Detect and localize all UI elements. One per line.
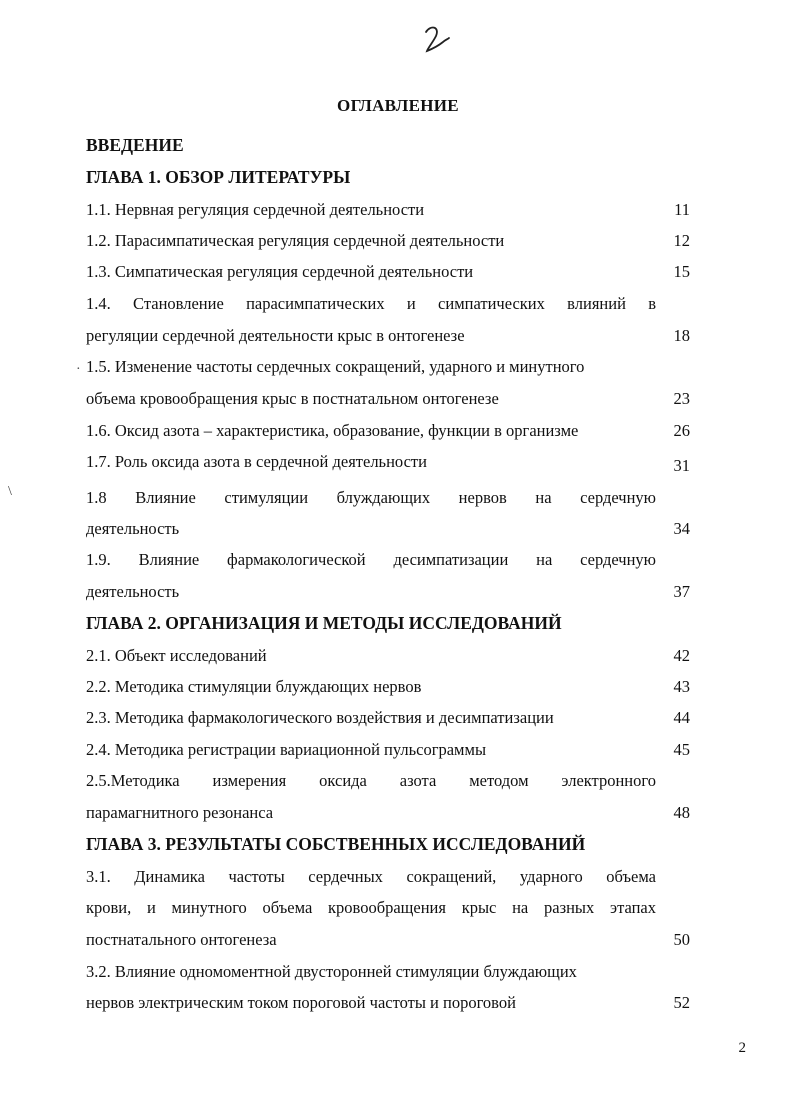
toc-entry-3-1-line2: крови, и минутного объема кровообращения крыс на разных этапах bbox=[86, 898, 656, 917]
toc-entry-1-4-line2: регуляции сердечной деятельности крыс в онтогенезе bbox=[86, 326, 465, 345]
toc-page-1-4: 18 bbox=[673, 326, 690, 345]
toc-entry-2-4: 2.4. Методика регистрации вариационной пульсограммы bbox=[86, 740, 487, 759]
toc-entry-1-8-line2: деятельность bbox=[86, 519, 180, 538]
handwritten-page-number bbox=[422, 24, 452, 54]
toc-page-2-5: 48 bbox=[673, 803, 690, 822]
toc-page-2-2: 43 bbox=[673, 677, 690, 696]
toc-page-2-1: 42 bbox=[673, 646, 690, 665]
toc-page-3-1: 50 bbox=[673, 930, 690, 949]
toc-entry-1-9-line1: 1.9. Влияние фармакологической десимпатизации на сердечную bbox=[86, 550, 656, 569]
intro-heading: ВВЕДЕНИЕ bbox=[86, 135, 184, 155]
toc-entry-1-8-line1: 1.8 Влияние стимуляции блуждающих нервов на сердечную bbox=[86, 488, 656, 507]
toc-entry-1-7: 1.7. Роль оксида азота в сердечной деятельности bbox=[86, 452, 427, 471]
chapter1-heading: ГЛАВА 1. ОБЗОР ЛИТЕРАТУРЫ bbox=[86, 167, 351, 187]
toc-page-1-1: 11 bbox=[674, 200, 690, 219]
toc-page-1-5: 23 bbox=[673, 389, 690, 408]
toc-title: ОГЛАВЛЕНИЕ bbox=[337, 96, 459, 115]
chapter2-heading: ГЛАВА 2. ОРГАНИЗАЦИЯ И МЕТОДЫ ИССЛЕДОВАНИЙ bbox=[86, 613, 562, 633]
toc-entry-3-2-line1: 3.2. Влияние одномоментной двусторонней стимуляции блуждающих bbox=[86, 962, 577, 981]
toc-entry-1-1: 1.1. Нервная регуляция сердечной деятельности bbox=[86, 200, 425, 219]
toc-page-1-7: 31 bbox=[673, 456, 690, 475]
toc-entry-2-2: 2.2. Методика стимуляции блуждающих нервов bbox=[86, 677, 422, 696]
toc-entry-1-3: 1.3. Симпатическая регуляция сердечной деятельности bbox=[86, 262, 474, 281]
toc-entry-1-5-line2: объема кровообращения крыс в постнатальном онтогенезе bbox=[86, 389, 499, 408]
toc-entry-2-1: 2.1. Объект исследований bbox=[86, 646, 267, 665]
toc-page-1-9: 37 bbox=[673, 582, 690, 601]
toc-page-1-3: 15 bbox=[673, 262, 690, 281]
toc-page-1-2: 12 bbox=[673, 231, 690, 250]
toc-page-2-4: 45 bbox=[673, 740, 690, 759]
toc-entry-2-5-line2: парамагнитного резонанса bbox=[86, 803, 274, 822]
toc-entry-1-2: 1.2. Парасимпатическая регуляция сердечной деятельности bbox=[86, 231, 505, 250]
toc-entry-3-2-line2: нервов электрическим током пороговой частоты и пороговой bbox=[86, 993, 516, 1012]
toc-entry-1-6: 1.6. Оксид азота – характеристика, образование, функции в организме bbox=[86, 421, 579, 440]
toc-page-1-8: 34 bbox=[673, 519, 690, 538]
toc-page-3-2: 52 bbox=[673, 993, 690, 1012]
scan-mark: \ bbox=[8, 484, 12, 499]
toc-entry-1-4-line1: 1.4. Становление парасимпатических и симпатических влияний в bbox=[86, 294, 656, 313]
toc-entry-1-5-line1: 1.5. Изменение частоты сердечных сокращений, ударного и минутного bbox=[86, 357, 585, 376]
scan-mark: · bbox=[76, 362, 81, 377]
toc-page-2-3: 44 bbox=[673, 708, 690, 727]
toc-entry-3-1-line1: 3.1. Динамика частоты сердечных сокращений, ударного объема bbox=[86, 867, 656, 886]
toc-entry-3-1-line3: постнатального онтогенеза bbox=[86, 930, 277, 949]
toc-page-1-6: 26 bbox=[673, 421, 690, 440]
toc-entry-2-5-line1: 2.5.Методика измерения оксида азота методом электронного bbox=[86, 771, 656, 790]
page-number: 2 bbox=[738, 1040, 746, 1056]
chapter3-heading: ГЛАВА 3. РЕЗУЛЬТАТЫ СОБСТВЕННЫХ ИССЛЕДОВАНИЙ bbox=[86, 834, 586, 854]
toc-entry-2-3: 2.3. Методика фармакологического воздействия и десимпатизации bbox=[86, 708, 554, 727]
toc-entry-1-9-line2: деятельность bbox=[86, 582, 180, 601]
